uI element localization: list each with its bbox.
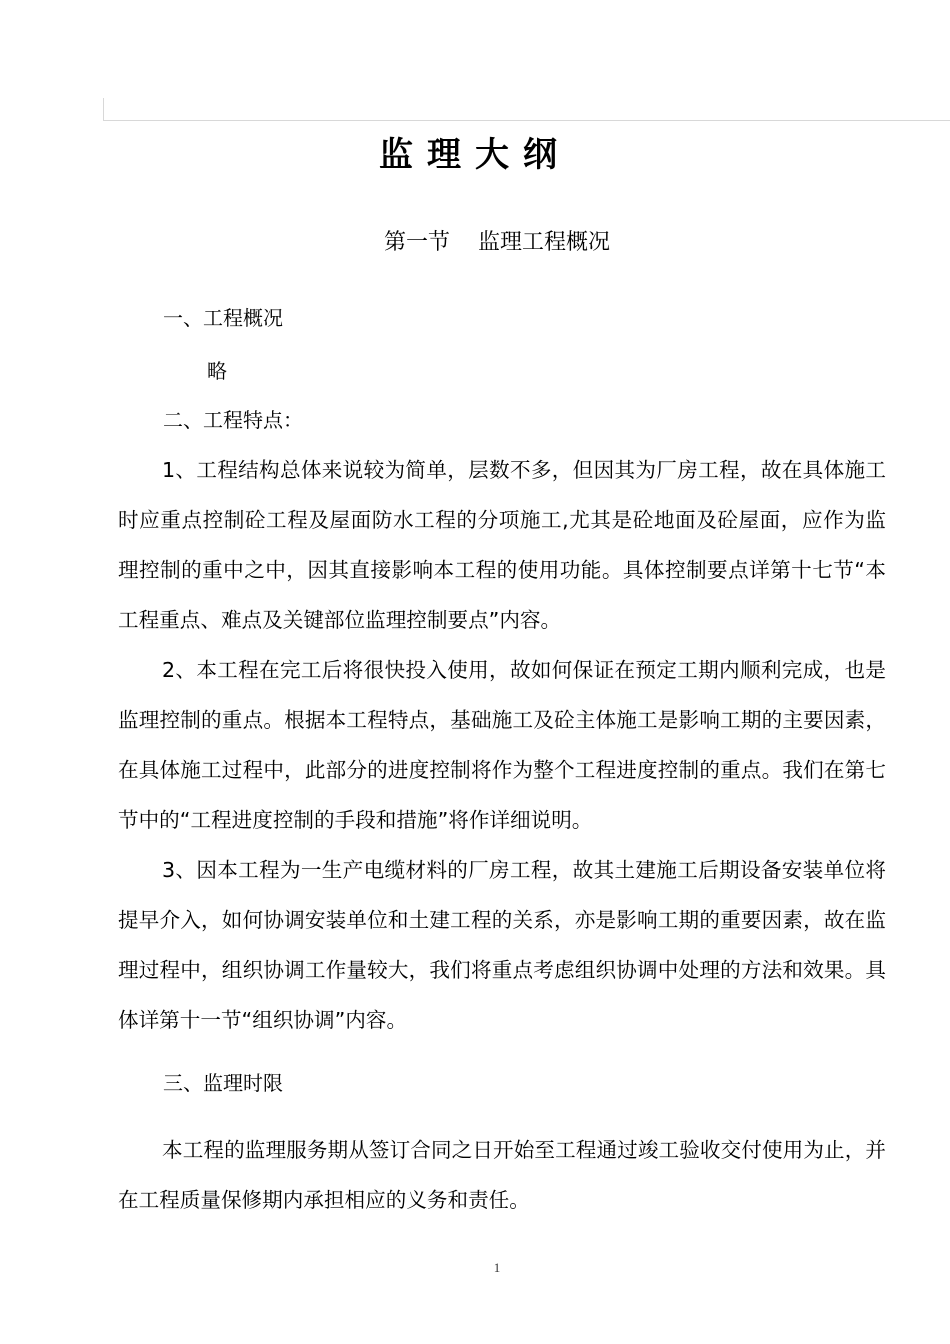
section-title bbox=[0, 225, 950, 261]
overview-content: 略 bbox=[207, 359, 227, 383]
period-paragraph: 本工程的监理服务期从签订合同之日开始至工程通过竣工验收交付使用为止，并在工程质量保修期内承担相应的义务和责任。 bbox=[118, 1138, 886, 1212]
features-paragraph-2: 2、本工程在完工后将很快投入使用，故如何保证在预定工期内顺利完成，也是监理控制的重点。根据本工程特点，基础施工及砼主体施工是影响工期的主要因素，在具体施工过程中，此部分的进度控制将作为整个工程进度控制的重点。我们在第七节中的“工程进度控制的手段和措施”将作详细说明。 bbox=[118, 658, 886, 832]
heading-features: 二、工程特点： bbox=[163, 408, 303, 432]
header-rule bbox=[103, 120, 950, 121]
header-corner-mark bbox=[103, 98, 104, 120]
features-paragraph-3: 3、因本工程为一生产电缆材料的厂房工程，故其土建施工后期设备安装单位将提早介入，如何协调安装单位和土建工程的关系，亦是影响工期的重要因素，故在监理过程中，组织协调工作量较大，我们将重点考虑组织协调中处理的方法和效果。具体详第十一节“组织协调”内容。 bbox=[118, 858, 886, 1032]
section-number: 第一节 bbox=[383, 230, 450, 255]
heading-period: 三、监理时限 bbox=[163, 1071, 283, 1095]
heading-overview: 一、工程概况 bbox=[163, 306, 283, 330]
features-paragraph-1: 1、工程结构总体来说较为简单，层数不多，但因其为厂房工程，故在具体施工时应重点控制砼工程及屋面防水工程的分项施工,尤其是砼地面及砼屋面，应作为监理控制的重中之中，因其直接影响本工程的使用功能。具体控制要点详第十七节“本工程重点、难点及关键部位监理控制要点”内容。 bbox=[118, 458, 886, 632]
document-title: 监理大纲 bbox=[379, 135, 571, 175]
page-number: 1 bbox=[493, 1260, 501, 1275]
section-name: 监理工程概况 bbox=[478, 230, 611, 255]
